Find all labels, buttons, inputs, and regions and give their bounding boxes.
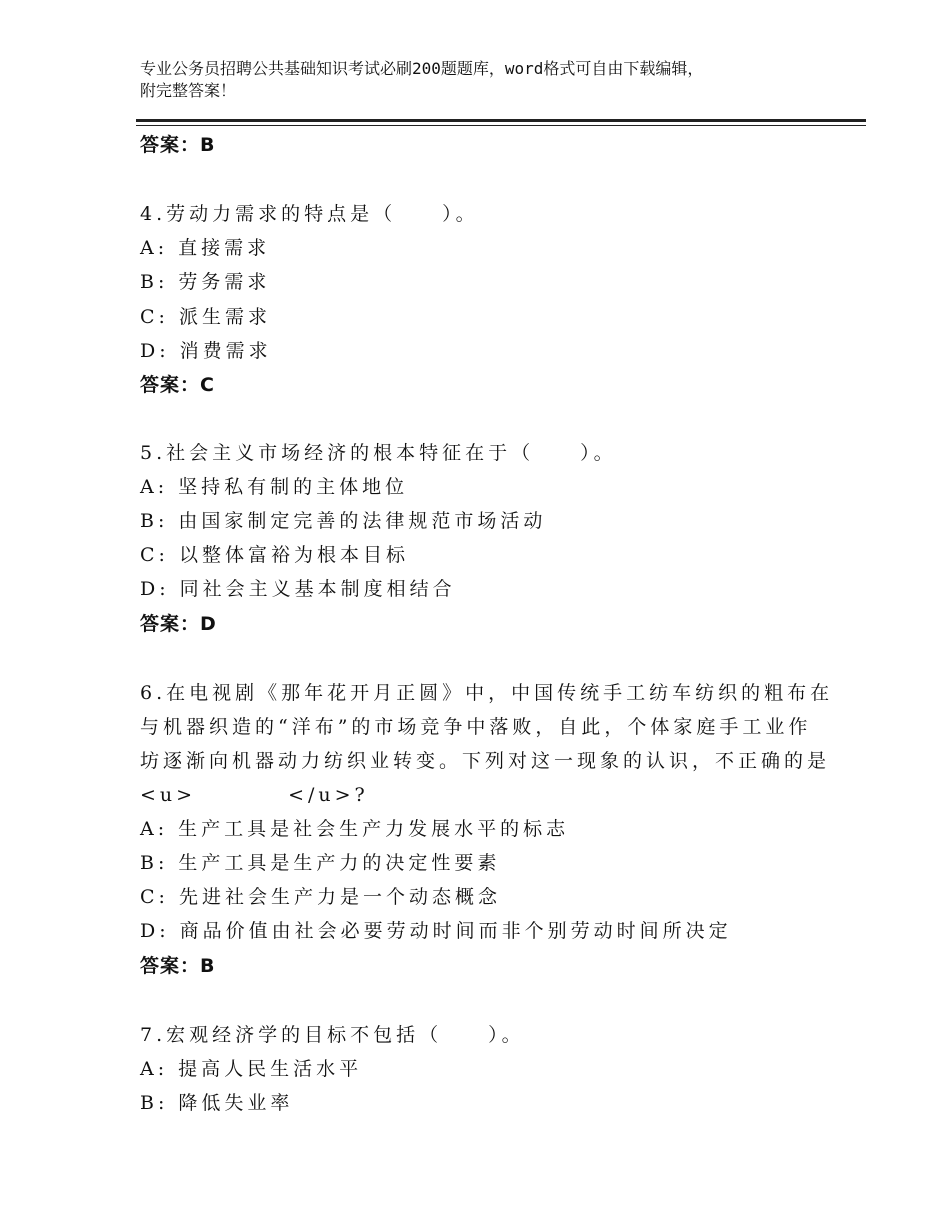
question-5-stem: 5.社会主义市场经济的根本特征在于（ ）。 xyxy=(140,442,617,464)
header-line-1: 专业公务员招聘公共基础知识考试必刷200题题库，word格式可自由下载编辑， xyxy=(140,59,704,78)
question-6-stem-line-3: 坊逐渐向机器动力纺织业转变。下列对这一现象的认识，不正确的是 xyxy=(140,750,831,772)
question-4-option-d: D: 消费需求 xyxy=(140,340,272,362)
question-4-option-b: B: 劳务需求 xyxy=(140,271,271,293)
previous-answer: 答案：B xyxy=(140,134,216,156)
header-divider-thin xyxy=(136,125,866,126)
question-6-stem-line-2: 与机器织造的“洋布”的市场竞争中落败，自此，个体家庭手工业作 xyxy=(140,716,812,738)
question-4-option-c: C: 派生需求 xyxy=(140,306,271,328)
question-7-option-a: A: 提高人民生活水平 xyxy=(140,1058,363,1080)
question-6-option-b: B: 生产工具是生产力的决定性要素 xyxy=(140,852,501,874)
question-5-option-d: D: 同社会主义基本制度相结合 xyxy=(140,578,456,600)
question-6-stem-line-1: 6.在电视剧《那年花开月正圆》中，中国传统手工纺车纺织的粗布在 xyxy=(140,682,834,704)
question-5-option-c: C: 以整体富裕为根本目标 xyxy=(140,544,409,566)
question-7-option-b: B: 降低失业率 xyxy=(140,1092,294,1114)
question-6-stem-line-4: <u> </u>? xyxy=(140,784,369,806)
question-4-option-a: A: 直接需求 xyxy=(140,237,271,259)
question-6-option-a: A: 生产工具是社会生产力发展水平的标志 xyxy=(140,818,570,840)
page-header xyxy=(140,58,830,102)
question-6-option-c: C: 先进社会生产力是一个动态概念 xyxy=(140,886,501,908)
header-line-2: 附完整答案！ xyxy=(140,81,237,100)
question-5-option-a: A: 坚持私有制的主体地位 xyxy=(140,476,409,498)
header-divider-thick xyxy=(136,119,866,122)
question-5-answer: 答案：D xyxy=(140,613,217,635)
question-4-stem: 4.劳动力需求的特点是（ ）。 xyxy=(140,203,479,225)
question-7-stem: 7.宏观经济学的目标不包括（ ）。 xyxy=(140,1024,525,1046)
question-5-option-b: B: 由国家制定完善的法律规范市场活动 xyxy=(140,510,547,532)
question-6-answer: 答案：B xyxy=(140,955,216,977)
question-4-answer: 答案：C xyxy=(140,374,215,396)
question-6-option-d: D: 商品价值由社会必要劳动时间而非个别劳动时间所决定 xyxy=(140,920,732,942)
